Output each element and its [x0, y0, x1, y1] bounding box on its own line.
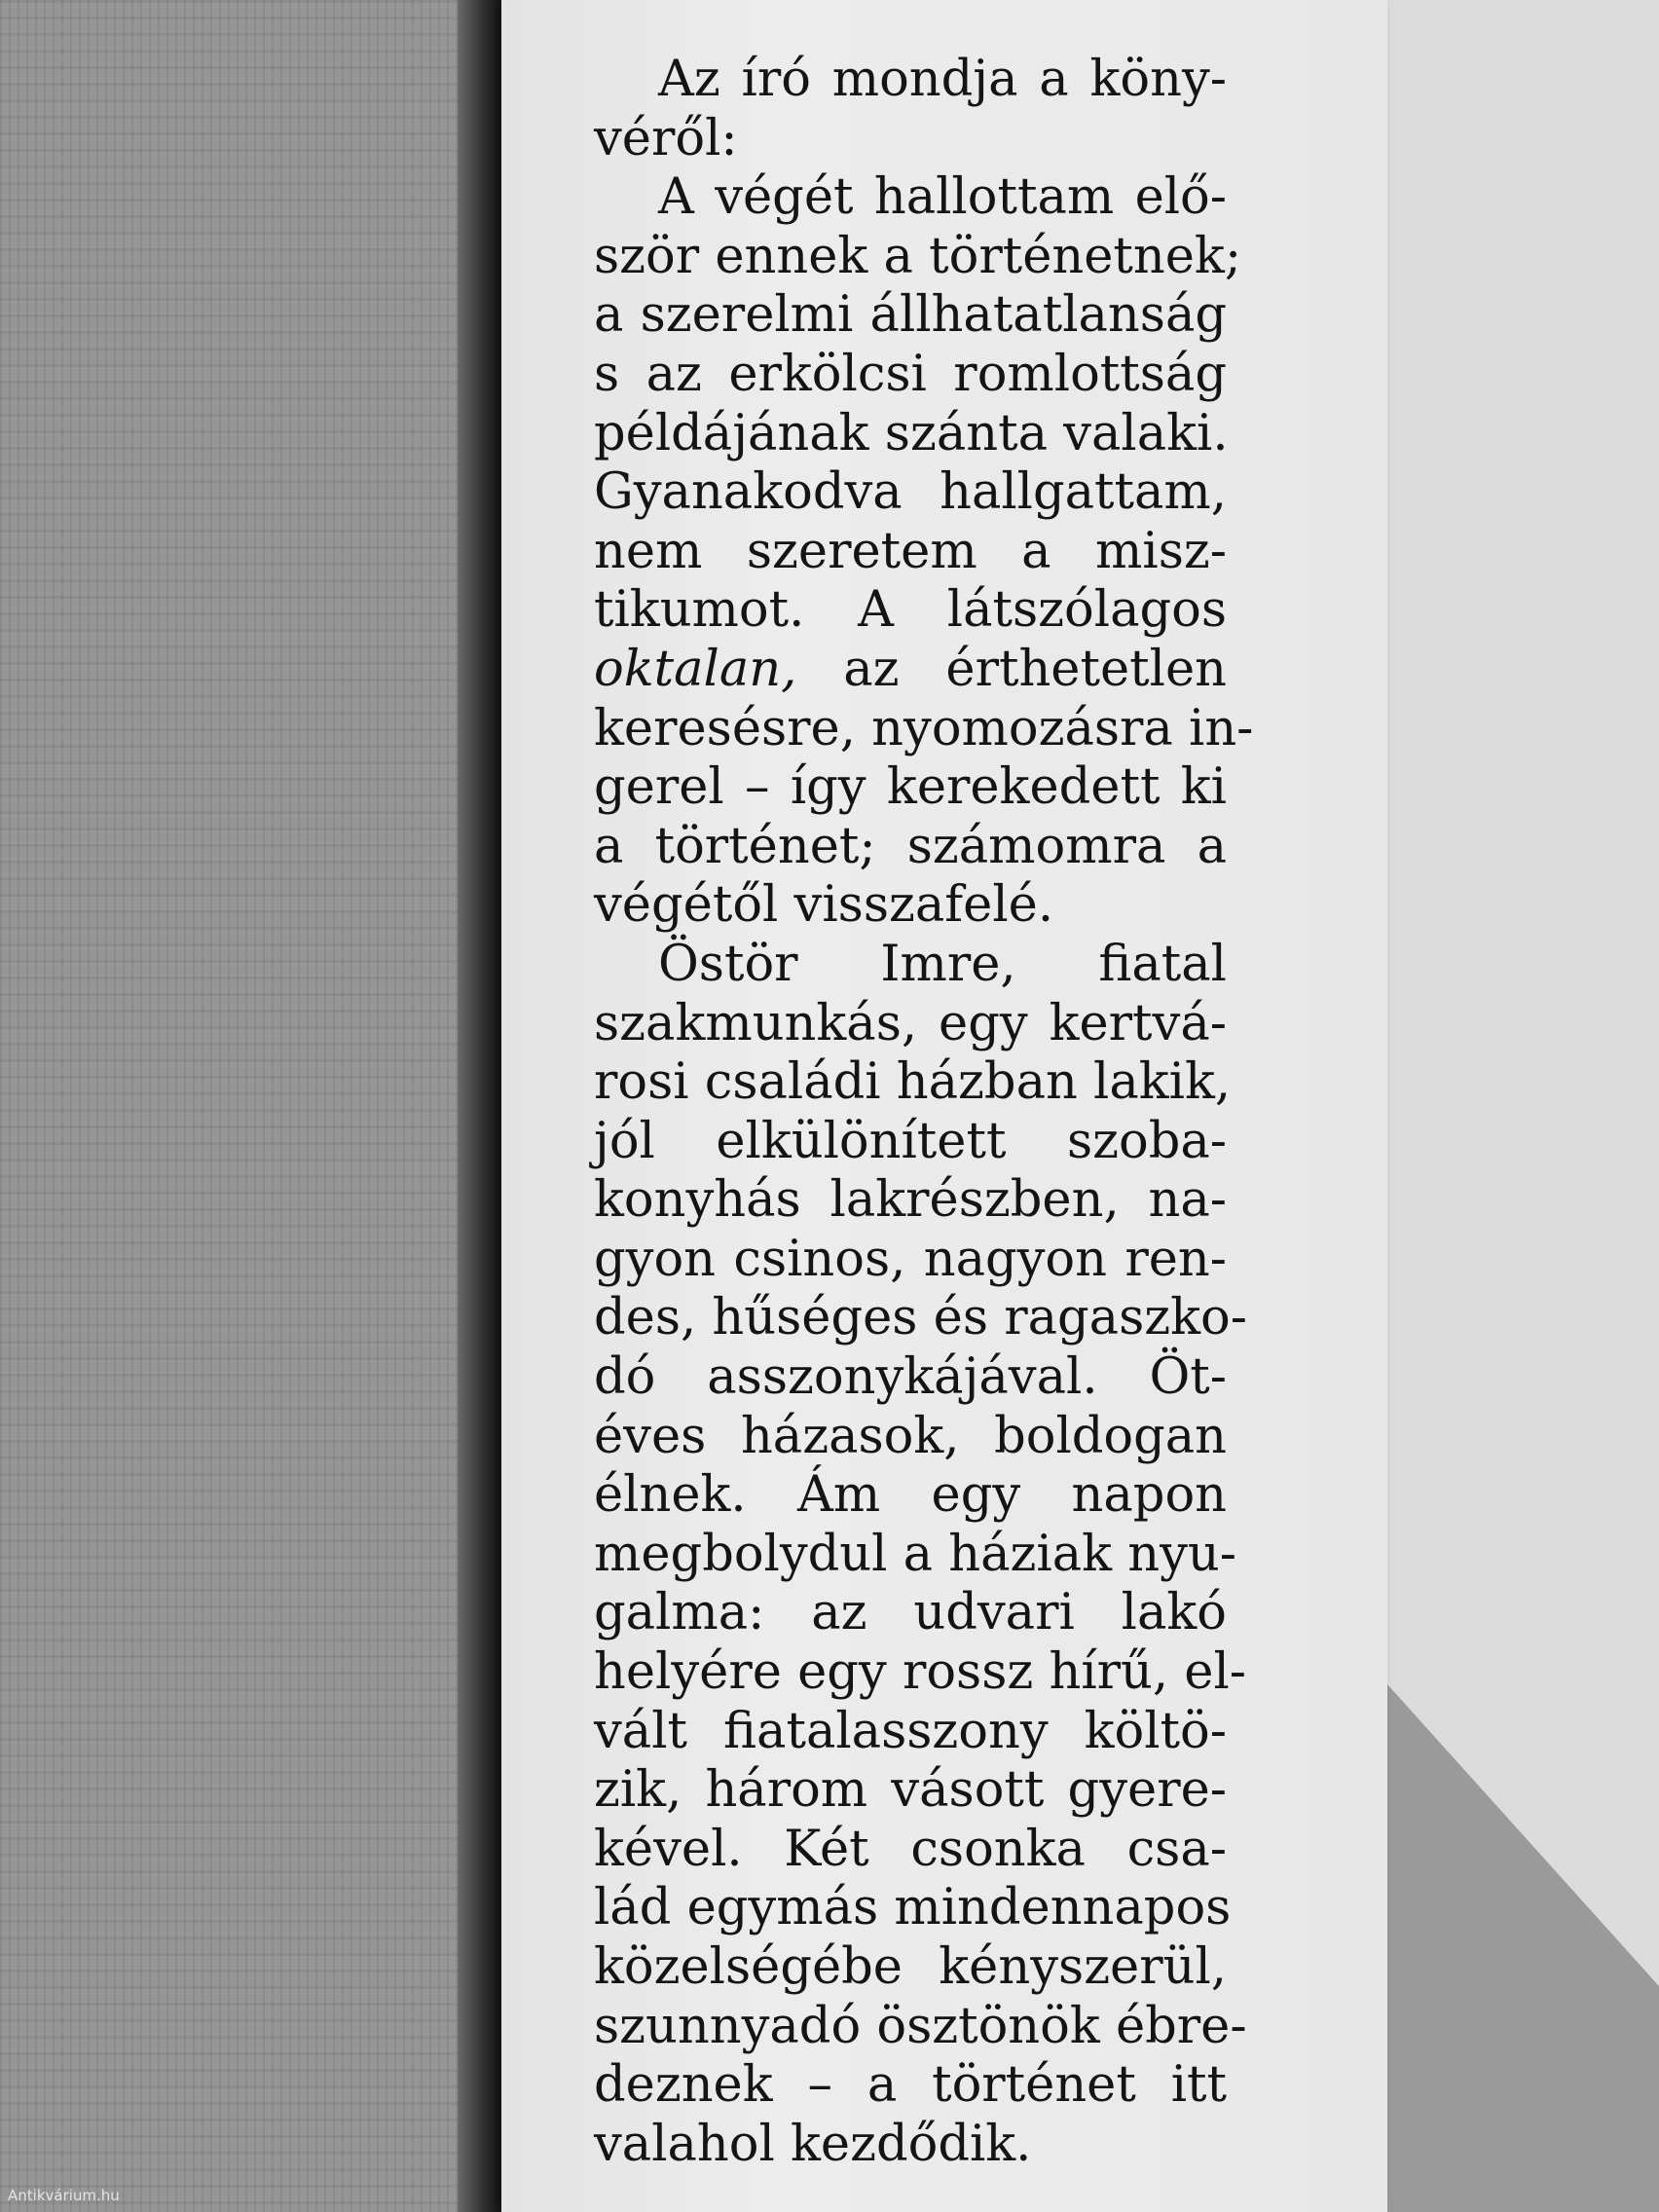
text-line: nem szeretem a misz-	[594, 522, 1227, 580]
text-line: a szerelmi állhatatlanság	[594, 286, 1227, 345]
cardboard-triangle	[1387, 1684, 1659, 2212]
text-line: keresésre, nyomozásra in-	[594, 699, 1254, 757]
text-line: vált fiatalasszony költö-	[594, 1702, 1227, 1760]
text-line: valahol kezdődik.	[594, 2115, 1032, 2173]
text-line: deznek – a történet itt	[594, 2056, 1227, 2115]
italic-word: oktalan,	[594, 640, 797, 698]
text-line: Az író mondja a köny-	[658, 51, 1227, 108]
right-cardboard-corner	[1387, 0, 1659, 2212]
flap-text-block	[594, 51, 1254, 2174]
text-line: éves házasok, boldogan	[594, 1407, 1227, 1465]
text-line: kével. Két csonka csa-	[594, 1820, 1227, 1878]
text-line: zik, három vásott gyere-	[594, 1761, 1227, 1820]
text-line: közelségébe kényszerül,	[594, 1938, 1227, 1996]
text-line: lád egymás mindennapos	[594, 1879, 1232, 1937]
text-line: s az erkölcsi romlottság	[594, 345, 1227, 403]
text-line: szakmunkás, egy kertvá-	[594, 994, 1227, 1052]
text-line	[594, 641, 1227, 700]
text-line: Gyanakodva hallgattam,	[594, 463, 1227, 522]
text-line: élnek. Ám egy napon	[594, 1466, 1227, 1525]
text-line: példájának szánta valaki.	[594, 404, 1229, 462]
text-line: rosi családi házban lakik,	[594, 1053, 1232, 1112]
text-line: tikumot. A látszólagos	[594, 581, 1227, 640]
text-line: gyon csinos, nagyon ren-	[594, 1230, 1227, 1288]
text-line: ször ennek a történetnek;	[594, 227, 1242, 285]
text-line-rest: az érthetetlen	[796, 640, 1227, 698]
text-line: gerel – így kerekedett ki	[594, 758, 1227, 817]
text-line: szunnyadó ösztönök ébre-	[594, 1997, 1247, 2055]
watermark-label: Antikvárium.hu	[8, 2187, 120, 2204]
text-line: A végét hallottam elő-	[658, 168, 1227, 227]
text-line: des, hűséges és ragaszko-	[594, 1289, 1247, 1347]
text-line: galma: az udvari lakó	[594, 1584, 1227, 1642]
text-line: konyhás lakrészben, na-	[594, 1171, 1227, 1230]
text-line: végétől visszafelé.	[594, 876, 1054, 935]
left-book-board	[0, 0, 458, 2212]
text-line: Östör Imre, fiatal	[658, 935, 1227, 993]
text-line: a történet; számomra a	[594, 817, 1227, 875]
text-line: véről:	[594, 109, 738, 167]
text-line: megbolydul a háziak nyu-	[594, 1525, 1236, 1583]
text-line: jól elkülönített szoba-	[594, 1112, 1227, 1170]
text-line: helyére egy rossz hírű, el-	[594, 1643, 1246, 1702]
text-line: dó asszonykájával. Öt-	[594, 1348, 1227, 1407]
